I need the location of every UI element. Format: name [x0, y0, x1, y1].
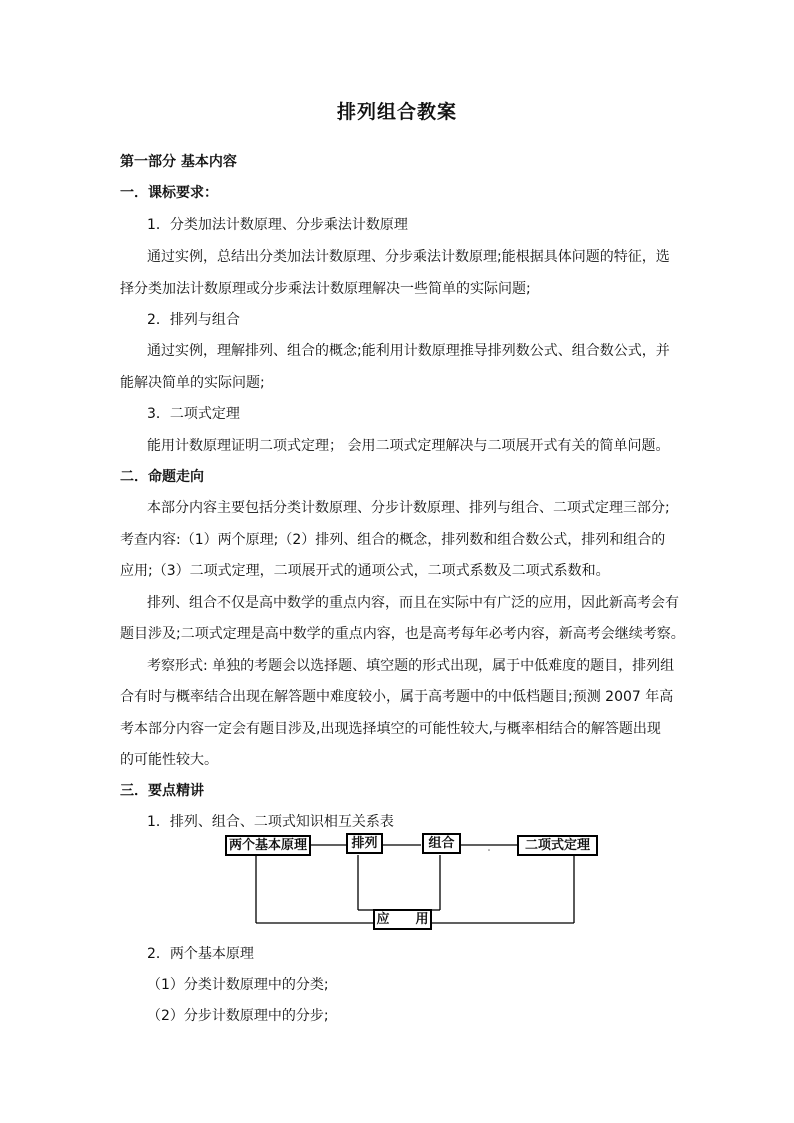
sec2-para2-line-1: 排列、组合不仅是高中数学的重点内容，而且在实际中有广泛的应用，因此新高考会有	[147, 595, 679, 611]
box-application: 应 用	[373, 909, 432, 930]
section-1-heading: 一．课标要求：	[120, 185, 218, 201]
item-1-text-line-2: 择分类加法计数原理或分步乘法计数原理解决一些简单的实际问题;	[120, 281, 531, 297]
sec3-item-2: 2．两个基本原理	[147, 946, 254, 962]
sec2-para1-line-1: 本部分内容主要包括分类计数原理、分步计数原理、排列与组合、二项式定理三部分;	[147, 500, 670, 516]
sec3-sub-1: （1）分类计数原理中的分类;	[147, 977, 329, 993]
sec2-para3-line-4: 的可能性较大。	[120, 752, 218, 768]
section-3-heading: 三．要点精讲	[120, 783, 204, 799]
sec2-para1-line-3: 应用;（3）二项式定理，二项展开式的通项公式，二项式系数及二项式系数和。	[120, 563, 610, 579]
box-binomial-theorem: 二项式定理	[517, 835, 598, 856]
sec2-para3-line-1: 考察形式: 单独的考题会以选择题、填空题的形式出现，属于中低难度的题目，排列组	[147, 658, 675, 674]
page-title: 排列组合教案	[336, 101, 457, 123]
sec3-item-1: 1．排列、组合、二项式知识相互关系表	[147, 814, 394, 830]
part-heading: 第一部分 基本内容	[120, 154, 237, 170]
item-3-heading: 3．二项式定理	[147, 406, 240, 422]
sec2-para1-line-2: 考查内容:（1）两个原理;（2）排列、组合的概念，排列数和组合数公式，排列和组合的	[120, 532, 666, 548]
box-two-basic-principles: 两个基本原理	[225, 835, 311, 856]
item-1-heading: 1．分类加法计数原理、分步乘法计数原理	[147, 217, 408, 233]
relationship-diagram	[220, 828, 600, 936]
item-3-text: 能用计数原理证明二项式定理； 会用二项式定理解决与二项展开式有关的简单问题。	[147, 438, 670, 454]
item-2-text-line-1: 通过实例，理解排列、组合的概念;能利用计数原理推导排列数公式、组合数公式，并	[147, 343, 670, 359]
item-2-text-line-2: 能解决简单的实际问题;	[120, 375, 265, 391]
box-permutation: 排列	[346, 833, 383, 854]
item-1-text-line-1: 通过实例，总结出分类加法计数原理、分步乘法计数原理;能根据具体问题的特征，选	[147, 249, 670, 265]
box-combination: 组合	[422, 833, 461, 854]
sec2-para3-line-3: 考本部分内容一定会有题目涉及,出现选择填空的可能性较大,与概率相结合的解答题出现	[120, 721, 661, 737]
item-2-heading: 2．排列与组合	[147, 312, 240, 328]
sec3-sub-2: （2）分步计数原理中的分步;	[147, 1008, 329, 1024]
section-2-heading: 二．命题走向	[120, 469, 204, 485]
sec2-para2-line-2: 题目涉及;二项式定理是高中数学的重点内容，也是高考每年必考内容，新高考会继续考察。	[120, 626, 685, 642]
sec2-para3-line-2: 合有时与概率结合出现在解答题中难度较小，属于高考题中的中低档题目;预测 2007 年高	[120, 689, 674, 705]
